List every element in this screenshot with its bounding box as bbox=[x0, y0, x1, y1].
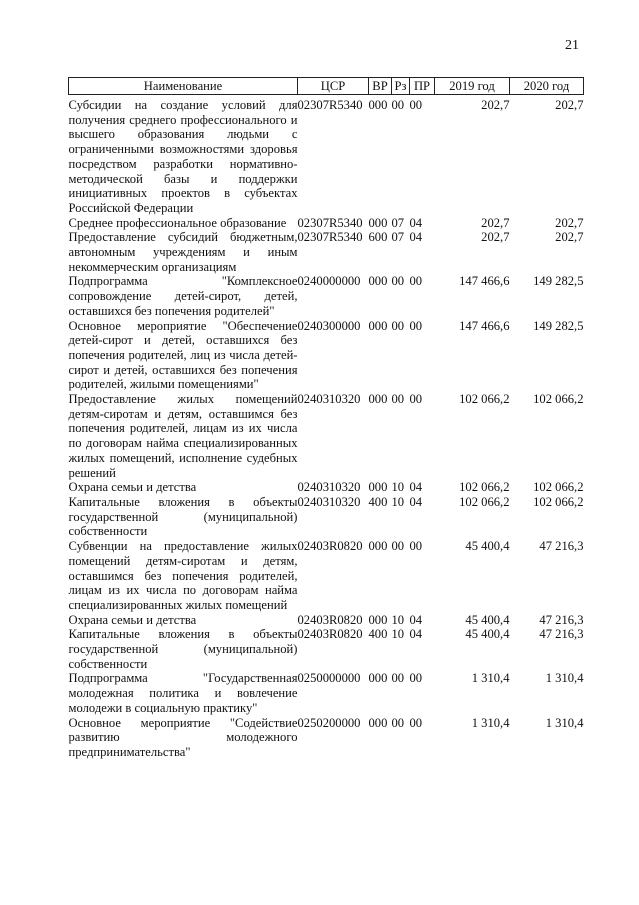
row-2019: 102 066,2 bbox=[459, 480, 510, 495]
row-csr: 02307R5340 bbox=[297, 215, 363, 230]
row-pr: 04 bbox=[409, 612, 423, 627]
row-rz: 10 bbox=[391, 612, 405, 627]
row-csr: 0250000000 bbox=[297, 671, 361, 686]
row-2020: 102 066,2 bbox=[533, 480, 584, 495]
row-2019: 45 400,4 bbox=[465, 539, 510, 554]
table-row bbox=[69, 539, 584, 613]
row-2020: 149 282,5 bbox=[533, 274, 584, 289]
row-name: Предоставление жилых помещений детям-сиротам и детям, оставшимся без попечения родителей, лицам из их числа по договорам найма специализированных жилых помещений, исполнение судебных решений bbox=[68, 392, 298, 480]
row-2020: 202,7 bbox=[555, 230, 584, 245]
row-vr: 000 bbox=[368, 539, 388, 554]
row-csr: 0240300000 bbox=[297, 318, 361, 333]
row-name: Охрана семьи и детства bbox=[68, 480, 197, 495]
row-2020: 1 310,4 bbox=[545, 671, 584, 686]
row-pr: 00 bbox=[409, 318, 423, 333]
row-name: Субсидии на создание условий для получения среднего профессионального и высшего образования людьми с ограниченными возможностями здоровья посредством разработки нормативно-методической базы и поддержки инициативных проектов в субъектах Российской Федерации bbox=[68, 98, 298, 215]
row-2020: 47 216,3 bbox=[539, 539, 584, 554]
row-2019: 202,7 bbox=[481, 215, 510, 230]
row-vr: 000 bbox=[368, 715, 388, 730]
row-vr: 400 bbox=[368, 494, 388, 509]
row-name: Охрана семьи и детства bbox=[68, 612, 197, 627]
table-row bbox=[69, 319, 584, 393]
row-vr: 000 bbox=[368, 215, 388, 230]
row-rz: 10 bbox=[391, 480, 405, 495]
row-pr: 04 bbox=[409, 230, 423, 245]
table-header-row bbox=[69, 78, 584, 95]
row-csr: 02403R0820 bbox=[297, 539, 363, 554]
header-2019: 2019 год bbox=[435, 78, 510, 95]
header-2020: 2020 год bbox=[510, 78, 584, 95]
budget-table bbox=[68, 77, 584, 760]
row-rz: 00 bbox=[391, 274, 405, 289]
table-row bbox=[69, 613, 584, 628]
row-pr: 04 bbox=[409, 215, 423, 230]
row-rz: 10 bbox=[391, 627, 405, 642]
row-2020: 149 282,5 bbox=[533, 318, 584, 333]
row-rz: 07 bbox=[391, 215, 405, 230]
row-2019: 147 466,6 bbox=[459, 274, 510, 289]
row-pr: 04 bbox=[409, 494, 423, 509]
row-2019: 147 466,6 bbox=[459, 318, 510, 333]
row-rz: 07 bbox=[391, 230, 405, 245]
header-csr: ЦСР bbox=[298, 78, 369, 95]
row-2019: 45 400,4 bbox=[465, 612, 510, 627]
row-name: Капитальные вложения в объекты государственной (муниципальной) собственности bbox=[68, 494, 298, 539]
table-row bbox=[69, 480, 584, 495]
row-rz: 00 bbox=[391, 392, 405, 407]
row-2019: 202,7 bbox=[481, 230, 510, 245]
table-row bbox=[69, 230, 584, 274]
row-2020: 47 216,3 bbox=[539, 627, 584, 642]
row-csr: 0240310320 bbox=[297, 494, 361, 509]
row-pr: 00 bbox=[409, 539, 423, 554]
row-vr: 000 bbox=[368, 318, 388, 333]
row-2019: 102 066,2 bbox=[459, 392, 510, 407]
row-rz: 00 bbox=[391, 98, 405, 112]
row-2020: 47 216,3 bbox=[539, 612, 584, 627]
row-csr: 02307R5340 bbox=[297, 98, 363, 112]
table-row bbox=[69, 274, 584, 318]
row-pr: 00 bbox=[409, 274, 423, 289]
row-rz: 00 bbox=[391, 539, 405, 554]
row-pr: 04 bbox=[409, 480, 423, 495]
row-pr: 00 bbox=[409, 671, 423, 686]
row-vr: 000 bbox=[368, 98, 388, 112]
row-pr: 04 bbox=[409, 627, 423, 642]
row-csr: 0250200000 bbox=[297, 715, 361, 730]
row-pr: 00 bbox=[409, 98, 423, 112]
row-rz: 10 bbox=[391, 494, 405, 509]
table-row bbox=[69, 216, 584, 231]
row-pr: 00 bbox=[409, 392, 423, 407]
header-pr: ПР bbox=[410, 78, 435, 95]
row-2020: 202,7 bbox=[555, 98, 584, 112]
row-name: Основное мероприятие "Содействие развитию молодежного предпринимательства" bbox=[68, 715, 298, 759]
row-csr: 0240000000 bbox=[297, 274, 361, 289]
row-vr: 000 bbox=[368, 392, 388, 407]
row-2019: 1 310,4 bbox=[471, 671, 510, 686]
table-row bbox=[69, 495, 584, 539]
row-name: Основное мероприятие "Обеспечение детей-сирот и детей, оставшихся без попечения родителей, лиц из числа детей-сирот и детей, оставшихся без попечения родителей, жилыми помещениями" bbox=[68, 318, 298, 392]
row-rz: 00 bbox=[391, 715, 405, 730]
table-row bbox=[69, 671, 584, 715]
header-rz: Рз bbox=[392, 78, 410, 95]
row-2020: 102 066,2 bbox=[533, 494, 584, 509]
row-rz: 00 bbox=[391, 318, 405, 333]
row-name: Среднее профессиональное образование bbox=[68, 215, 287, 230]
header-name: Наименование bbox=[69, 78, 298, 95]
row-name: Подпрограмма "Государственная молодежная политика и вовлечение молодежи в социальную практику" bbox=[68, 671, 298, 715]
table-row bbox=[69, 627, 584, 671]
row-2019: 45 400,4 bbox=[465, 627, 510, 642]
table-row bbox=[69, 716, 584, 760]
row-name: Субвенции на предоставление жилых помещений детям-сиротам и детям, оставшимся без попечения родителей, лицам из их числа по договорам найма специализированных жилых помещений bbox=[68, 539, 298, 612]
row-pr: 00 bbox=[409, 715, 423, 730]
row-2019: 202,7 bbox=[481, 98, 510, 112]
row-2019: 102 066,2 bbox=[459, 494, 510, 509]
row-csr: 0240310320 bbox=[297, 392, 361, 407]
row-vr: 000 bbox=[368, 274, 388, 289]
row-vr: 000 bbox=[368, 671, 388, 686]
row-2020: 102 066,2 bbox=[533, 392, 584, 407]
row-name: Подпрограмма "Комплексное сопровождение детей-сирот, детей, оставшихся без попечения родителей" bbox=[68, 274, 298, 318]
row-csr: 02403R0820 bbox=[297, 627, 363, 642]
row-rz: 00 bbox=[391, 671, 405, 686]
row-2020: 1 310,4 bbox=[545, 715, 584, 730]
row-2020: 202,7 bbox=[555, 215, 584, 230]
row-csr: 02403R0820 bbox=[297, 612, 363, 627]
row-vr: 000 bbox=[368, 612, 388, 627]
table-row bbox=[69, 392, 584, 480]
row-csr: 02307R5340 bbox=[297, 230, 363, 245]
row-csr: 0240310320 bbox=[297, 480, 361, 495]
row-vr: 000 bbox=[368, 480, 388, 495]
row-2019: 1 310,4 bbox=[471, 715, 510, 730]
row-vr: 600 bbox=[368, 230, 388, 245]
row-name: Предоставление субсидий бюджетным, автономным учреждениям и иным некоммерческим организациям bbox=[68, 230, 298, 274]
page-number: 21 bbox=[565, 38, 579, 53]
row-vr: 400 bbox=[368, 627, 388, 642]
header-vr: ВР bbox=[369, 78, 392, 95]
row-name: Капитальные вложения в объекты государственной (муниципальной) собственности bbox=[68, 627, 298, 671]
table-row bbox=[69, 95, 584, 216]
